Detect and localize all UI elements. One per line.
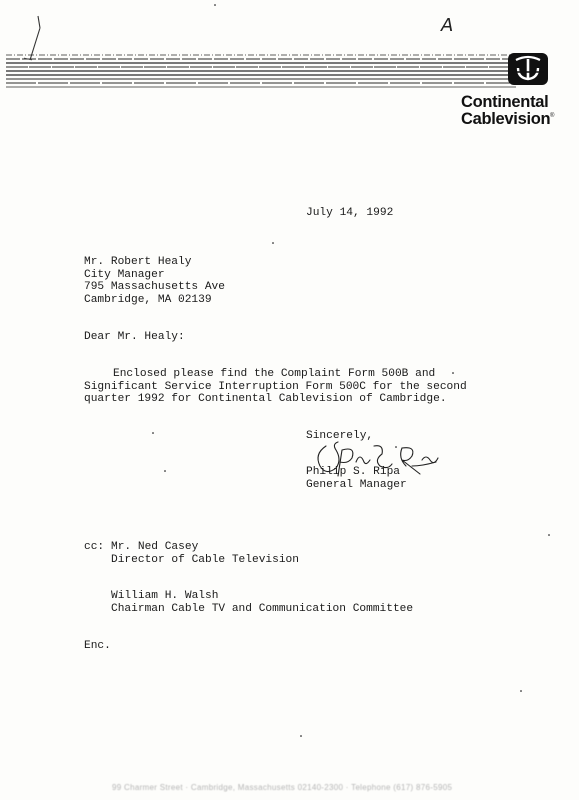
recipient-city: Cambridge, MA 02139 xyxy=(84,294,212,306)
company-name-line1: Continental xyxy=(461,93,549,111)
cc-recipient-title: Chairman Cable TV and Communication Committee xyxy=(111,603,414,615)
recipient-title: City Manager xyxy=(84,269,165,281)
handwritten-corner-mark: A xyxy=(441,15,454,36)
cc-recipient-name: William H. Walsh xyxy=(111,590,219,602)
cc-recipient-name: Mr. Ned Casey xyxy=(111,541,199,553)
scan-speck xyxy=(452,372,454,374)
scan-speck xyxy=(395,446,397,448)
cc-recipient-title: Director of Cable Television xyxy=(111,554,299,566)
recipient-name: Mr. Robert Healy xyxy=(84,256,192,268)
trademark-symbol: ® xyxy=(550,113,555,119)
body-line: Enclosed please find the Complaint Form 500B and xyxy=(113,368,436,380)
letterhead-footer: 99 Charmer Street · Cambridge, Massachusetts 02140-2300 · Telephone (617) 876-5905 xyxy=(112,783,453,792)
scan-speck xyxy=(152,432,154,434)
scan-speck xyxy=(272,242,274,244)
salutation: Dear Mr. Healy: xyxy=(84,331,185,343)
signer-title: General Manager xyxy=(306,479,407,491)
letterhead-stripes xyxy=(6,52,516,90)
body-line: quarter 1992 for Continental Cablevision of Cambridge. xyxy=(84,393,447,405)
enclosure-note: Enc. xyxy=(84,640,111,652)
closing: Sincerely, xyxy=(306,430,374,442)
company-name-line2: Cablevision xyxy=(461,110,551,128)
scan-speck xyxy=(214,4,216,6)
letter-date: July 14, 1992 xyxy=(306,207,394,219)
body-line: Significant Service Interruption Form 500C for the second xyxy=(84,381,467,393)
recipient-street: 795 Massachusetts Ave xyxy=(84,281,225,293)
scan-speck xyxy=(520,690,522,692)
cc-prefix: cc: xyxy=(84,541,105,553)
scan-speck xyxy=(164,470,166,472)
continental-cablevision-logo-icon xyxy=(506,50,550,88)
scan-speck xyxy=(300,735,302,737)
scan-speck xyxy=(548,534,550,536)
signer-name: Philip S. Ripa xyxy=(306,466,400,478)
